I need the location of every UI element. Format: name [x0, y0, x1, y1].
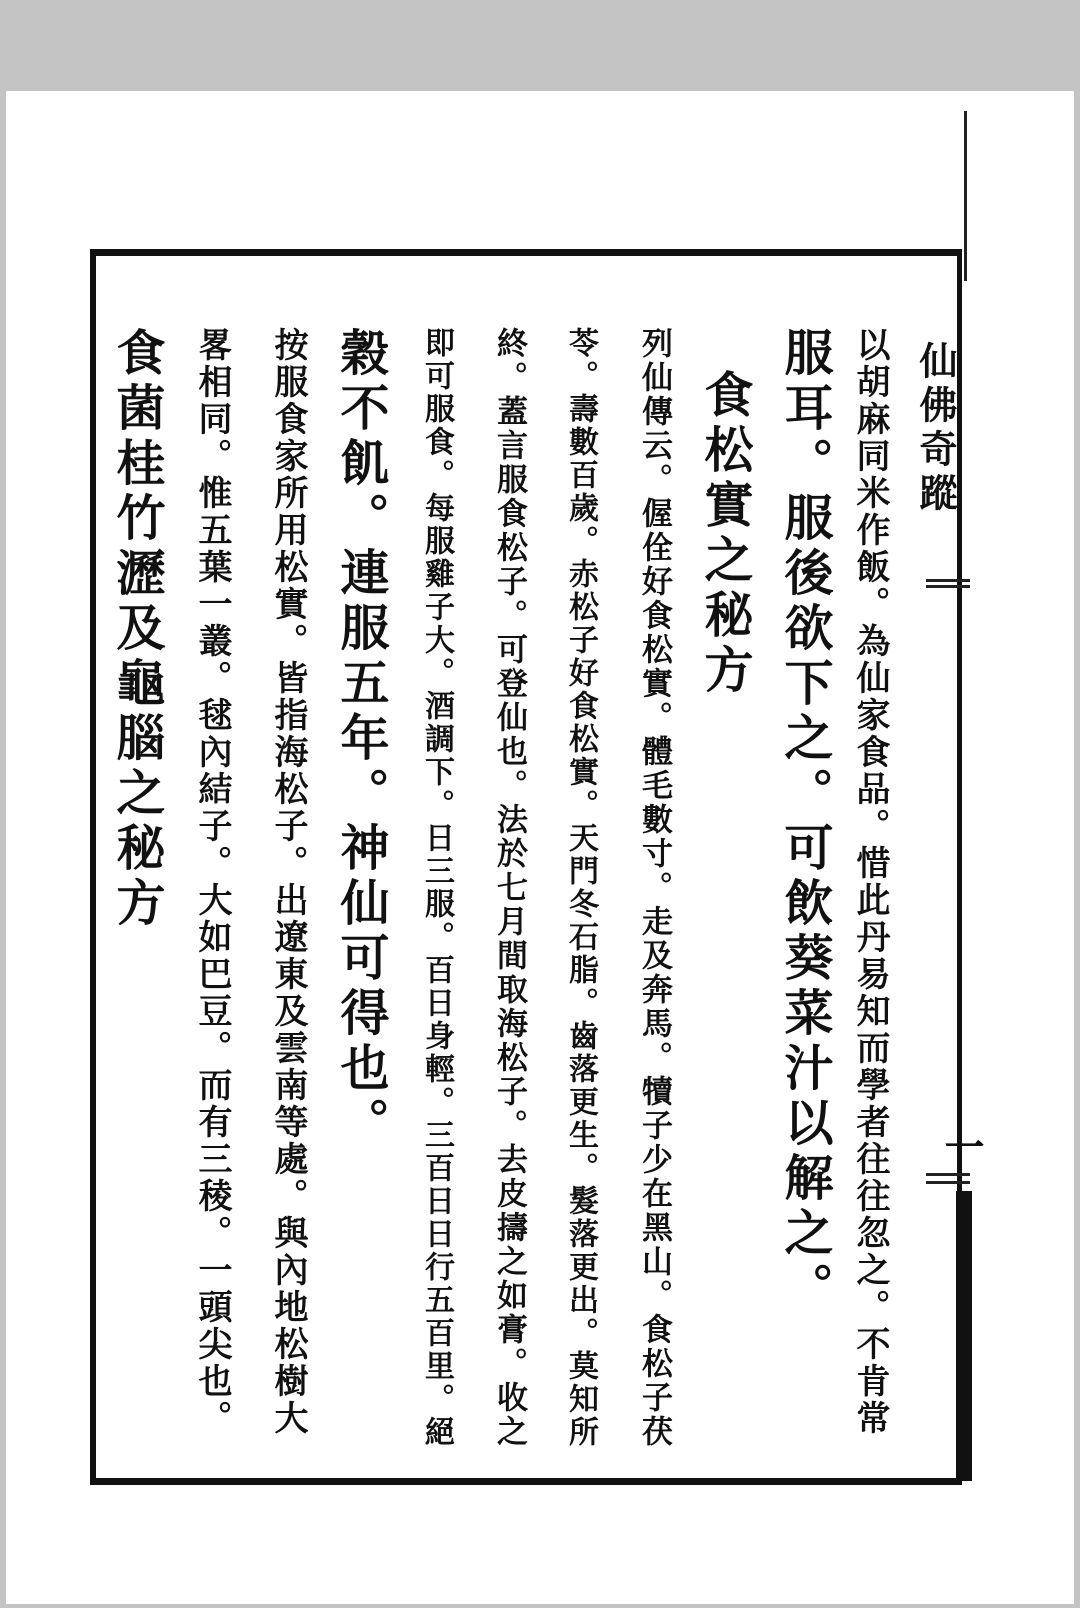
text-column: 按服食家所用松實。皆指海松子。出遼東及雲南等處。與內地松樹大 — [268, 327, 308, 1437]
fold-rule — [926, 1181, 970, 1184]
text-column: 即可服食。每服雞子大。酒調下。日三服。百日身輕。三百日日行五百里。絕 — [419, 327, 454, 1449]
section-heading: 食菌桂竹瀝及龜腦之秘方 — [109, 327, 167, 932]
text-column: 以胡麻同米作飯。為仙家食品。惜此丹易知而學者往往忽之。不肯常 — [850, 327, 890, 1437]
text-column: 列仙傳云。偓佺好食松實。體毛數寸。走及奔馬。犢子少在黑山。食松子茯 — [636, 327, 672, 1449]
text-column: 穀不飢。連服五年。神仙可得也。 — [333, 327, 391, 1152]
text-column: 畧相同。惟五葉一叢。毬內結子。大如巴豆。而有三稜。一頭尖也。 — [192, 327, 232, 1437]
scanned-page — [6, 91, 1074, 1604]
spine-title: 仙佛奇蹤 — [913, 341, 958, 517]
text-column: 終。蓋言服食松子。可登仙也。法於七月間取海松子。去皮擣之如膏。收之 — [491, 327, 527, 1449]
section-heading: 食松實之秘方 — [697, 369, 755, 699]
viewer-top-bar — [0, 0, 1080, 91]
spine-leaf-number: 一 — [938, 1126, 985, 1166]
text-column: 服耳。服後欲下之。可飲葵菜汁以解之。 — [777, 327, 835, 1317]
fold-line-top — [964, 111, 967, 281]
fold-rule — [926, 1173, 970, 1176]
fold-black-block — [956, 1191, 972, 1481]
fold-rule — [926, 585, 970, 588]
text-column: 苓。壽數百歲。赤松子好食松實。天門冬石脂。齒落更生。髮落更出。莫知所 — [563, 327, 598, 1449]
